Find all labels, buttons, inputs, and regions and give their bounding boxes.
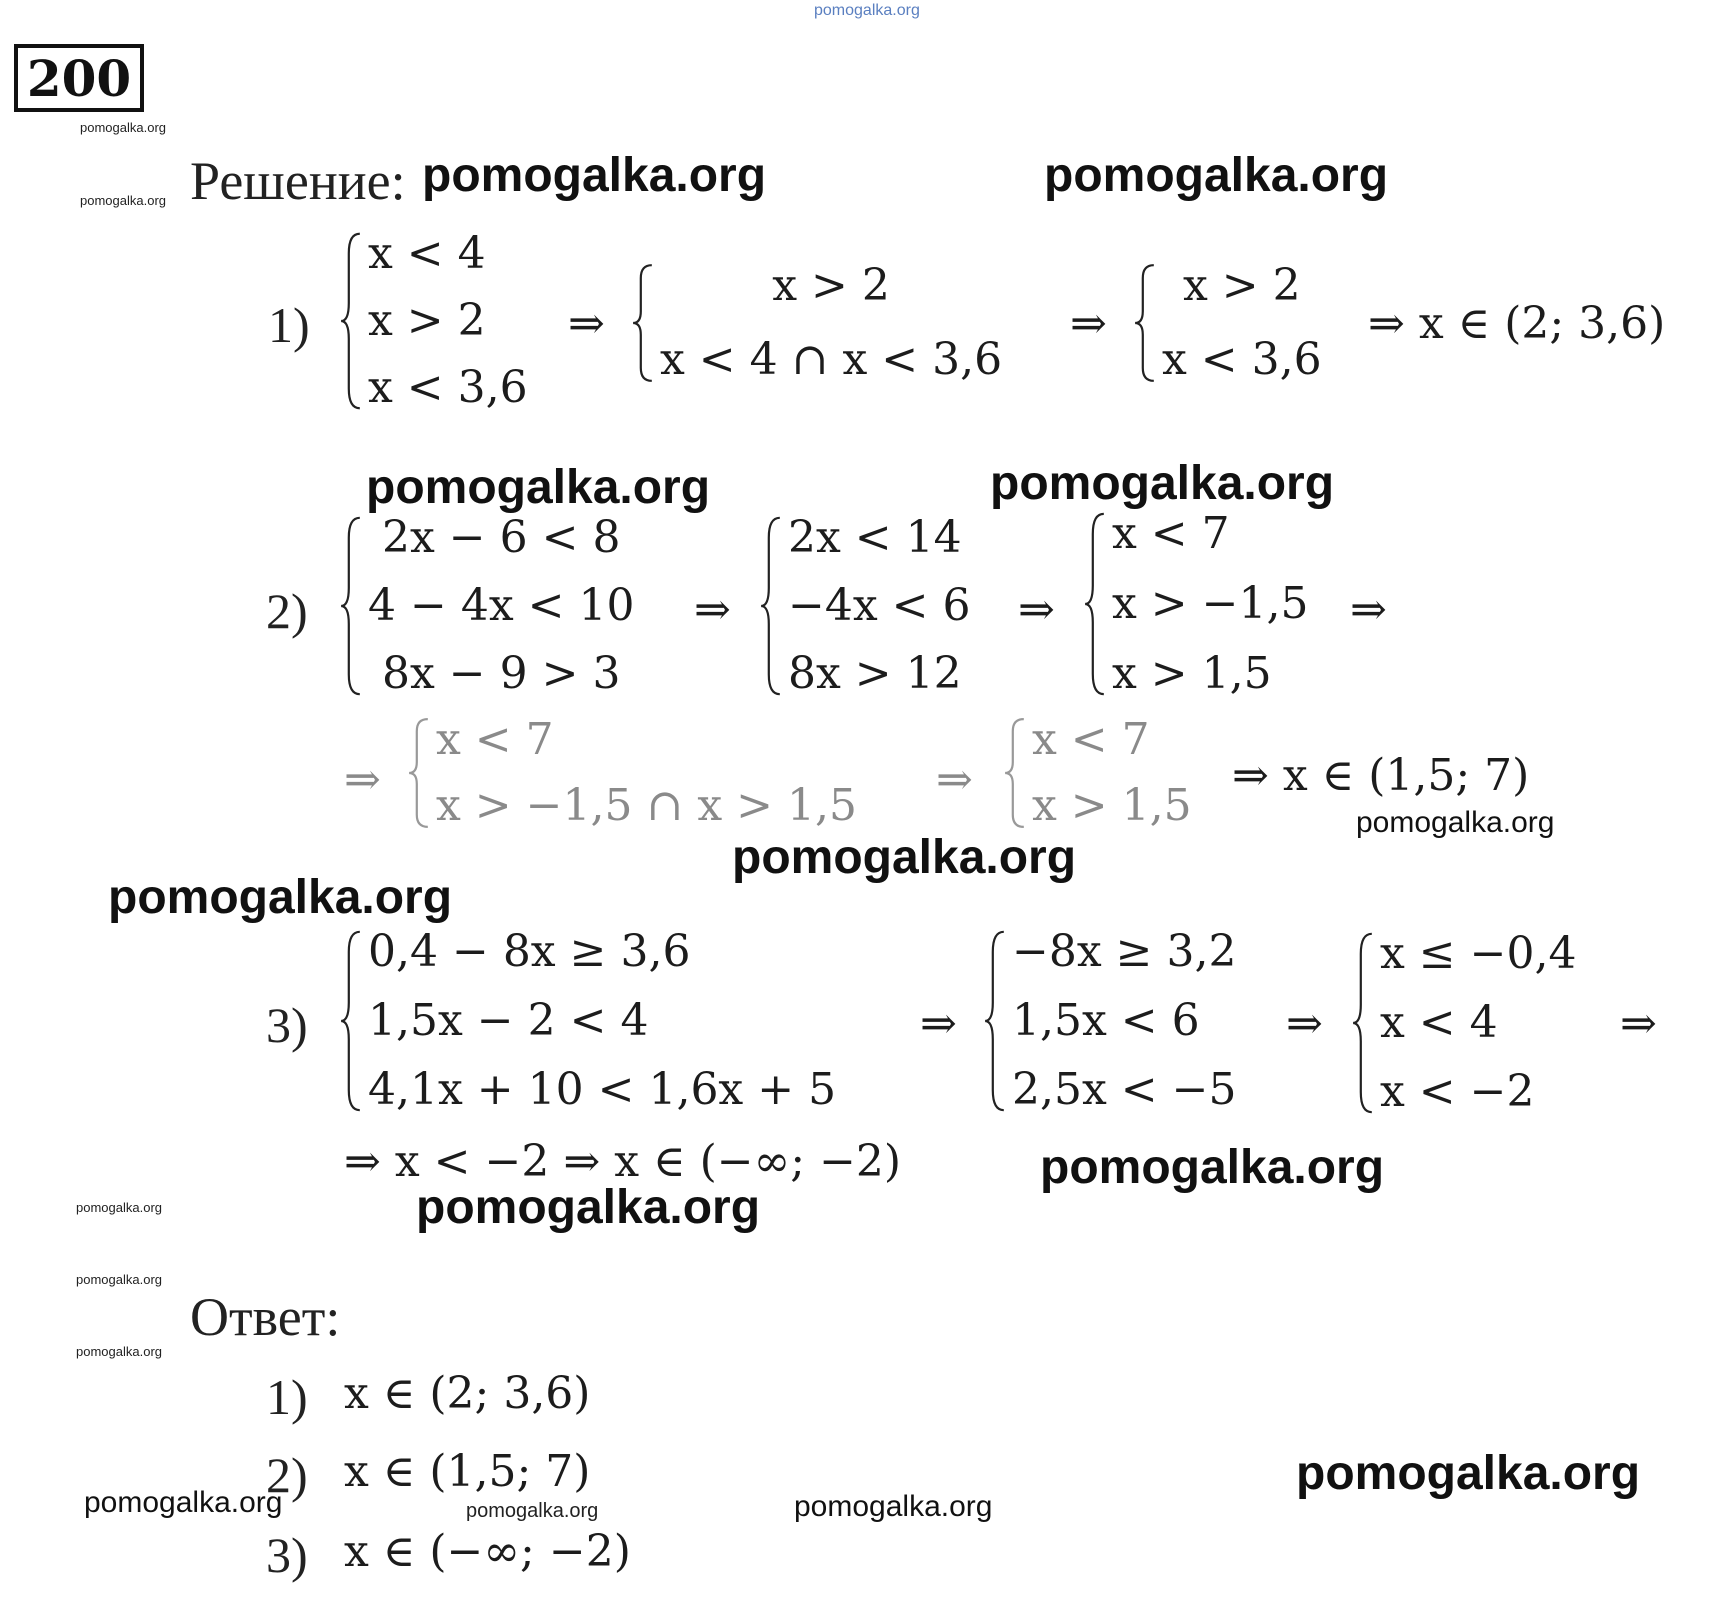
watermark-small: pomogalka.org — [76, 1344, 162, 1359]
watermark-medium: pomogalka.org — [794, 1490, 993, 1523]
answer-value: x ∈ (2; 3,6) — [344, 1368, 591, 1419]
inequality-row: −4x < 6 — [788, 580, 971, 631]
watermark-small: pomogalka.org — [466, 1500, 599, 1522]
answer-index: 1) — [266, 1369, 308, 1425]
inequality-row: 2x < 14 — [788, 512, 962, 563]
part2-index: 2) — [266, 583, 308, 639]
brace-icon — [340, 516, 362, 696]
part1-system-c — [1134, 260, 1322, 385]
part1-system-b — [632, 260, 1003, 385]
inequality-row: −8x ≥ 3,2 — [1012, 926, 1237, 977]
watermark-big: pomogalka.org — [732, 831, 1077, 884]
brace-icon — [340, 232, 362, 410]
inequality-row: x < 4 — [368, 228, 486, 279]
inequality-row: 4,1x + 10 < 1,6x + 5 — [368, 1064, 837, 1115]
implies-arrow: ⇒ — [920, 998, 957, 1049]
inequality-row: 4 − 4x < 10 — [368, 580, 635, 631]
brace-icon — [1084, 512, 1106, 696]
watermark-small: pomogalka.org — [80, 120, 166, 135]
watermark-medium: pomogalka.org — [84, 1486, 283, 1519]
inequality-row: 1,5x < 6 — [1012, 995, 1200, 1046]
watermark-medium: pomogalka.org — [1356, 806, 1555, 839]
watermark-big: pomogalka.org — [108, 871, 453, 924]
implies-arrow: ⇒ — [1350, 584, 1387, 635]
brace-icon — [984, 930, 1006, 1112]
answer-value: x ∈ (−∞; −2) — [344, 1526, 631, 1577]
implies-arrow: ⇒ — [1286, 998, 1323, 1049]
part2-system-c — [1084, 508, 1309, 699]
watermark-big: pomogalka.org — [990, 457, 1335, 510]
inequality-row: x ≤ −0,4 — [1380, 928, 1577, 979]
implies-arrow: ⇒ — [344, 754, 381, 805]
part2-system-e — [1004, 714, 1192, 831]
brace-icon — [1004, 718, 1026, 828]
watermark-small: pomogalka.org — [80, 193, 166, 208]
inequality-row: 8x − 9 > 3 — [382, 648, 621, 699]
inequality-row: 8x > 12 — [788, 648, 962, 699]
brace-icon — [408, 718, 430, 828]
inequality-row: x < 7 — [1112, 508, 1230, 559]
brace-icon — [1134, 264, 1156, 382]
watermark-big: pomogalka.org — [1296, 1447, 1641, 1500]
solution-heading: Решение: — [190, 151, 406, 211]
implies-arrow: ⇒ — [694, 584, 731, 635]
watermark-big: pomogalka.org — [422, 149, 767, 202]
top-watermark: pomogalka.org — [814, 2, 920, 19]
inequality-row: x < 3,6 — [368, 362, 528, 413]
part2-system-b — [760, 512, 971, 699]
inequality-row: x < 3,6 — [1162, 334, 1322, 385]
part3-result: ⇒ x < −2 ⇒ x ∈ (−∞; −2) — [344, 1136, 902, 1187]
implies-arrow: ⇒ — [568, 298, 605, 349]
part2-system-d — [408, 714, 857, 831]
brace-icon — [340, 930, 362, 1112]
watermark-big: pomogalka.org — [1044, 149, 1389, 202]
inequality-row: x > 2 — [1182, 260, 1301, 311]
inequality-row: x < 4 — [1380, 997, 1498, 1048]
inequality-row: x > −1,5 ∩ x > 1,5 — [436, 780, 857, 831]
implies-arrow: ⇒ — [1070, 298, 1107, 349]
brace-icon — [760, 516, 782, 696]
inequality-row: x > 1,5 — [1112, 648, 1272, 699]
inequality-row: x > 2 — [368, 295, 486, 346]
inequality-row: 2x − 6 < 8 — [382, 512, 621, 563]
watermark-small: pomogalka.org — [76, 1200, 162, 1215]
part3-system-c — [1352, 928, 1577, 1117]
part1-system-a — [340, 228, 528, 413]
brace-icon — [632, 264, 654, 382]
watermark-small: pomogalka.org — [76, 1272, 162, 1287]
inequality-row: x > −1,5 — [1112, 578, 1309, 629]
part1-result: ⇒ x ∈ (2; 3,6) — [1368, 298, 1666, 349]
implies-arrow: ⇒ — [936, 754, 973, 805]
answer-heading: Ответ: — [190, 1287, 341, 1347]
watermark-big: pomogalka.org — [1040, 1141, 1385, 1194]
answer-index: 3) — [266, 1527, 308, 1583]
inequality-row: 1,5x − 2 < 4 — [368, 995, 649, 1046]
part3-index: 3) — [266, 997, 308, 1053]
part2-result: ⇒ x ∈ (1,5; 7) — [1232, 750, 1530, 801]
watermark-big: pomogalka.org — [366, 461, 711, 514]
answer-index: 2) — [266, 1447, 308, 1503]
inequality-row: x < 4 ∩ x < 3,6 — [660, 334, 1003, 385]
inequality-row: x > 2 — [772, 260, 890, 311]
implies-arrow: ⇒ — [1018, 584, 1055, 635]
inequality-row: x < −2 — [1380, 1066, 1535, 1117]
implies-arrow: ⇒ — [1620, 998, 1657, 1049]
inequality-row: x < 7 — [1032, 714, 1150, 765]
problem-number: 200 — [26, 48, 132, 108]
part3-system-a — [340, 926, 837, 1115]
brace-icon — [1352, 932, 1374, 1114]
watermark-big: pomogalka.org — [416, 1181, 761, 1234]
inequality-row: 2,5x < −5 — [1012, 1064, 1237, 1115]
inequality-row: x > 1,5 — [1032, 780, 1192, 831]
inequality-row: x < 7 — [436, 714, 554, 765]
part1-index: 1) — [268, 297, 310, 353]
inequality-row: 0,4 − 8x ≥ 3,6 — [368, 926, 691, 977]
part3-system-b — [984, 926, 1237, 1115]
answer-value: x ∈ (1,5; 7) — [344, 1446, 591, 1497]
part2-system-a — [340, 512, 635, 699]
problem-number-box — [14, 44, 144, 112]
